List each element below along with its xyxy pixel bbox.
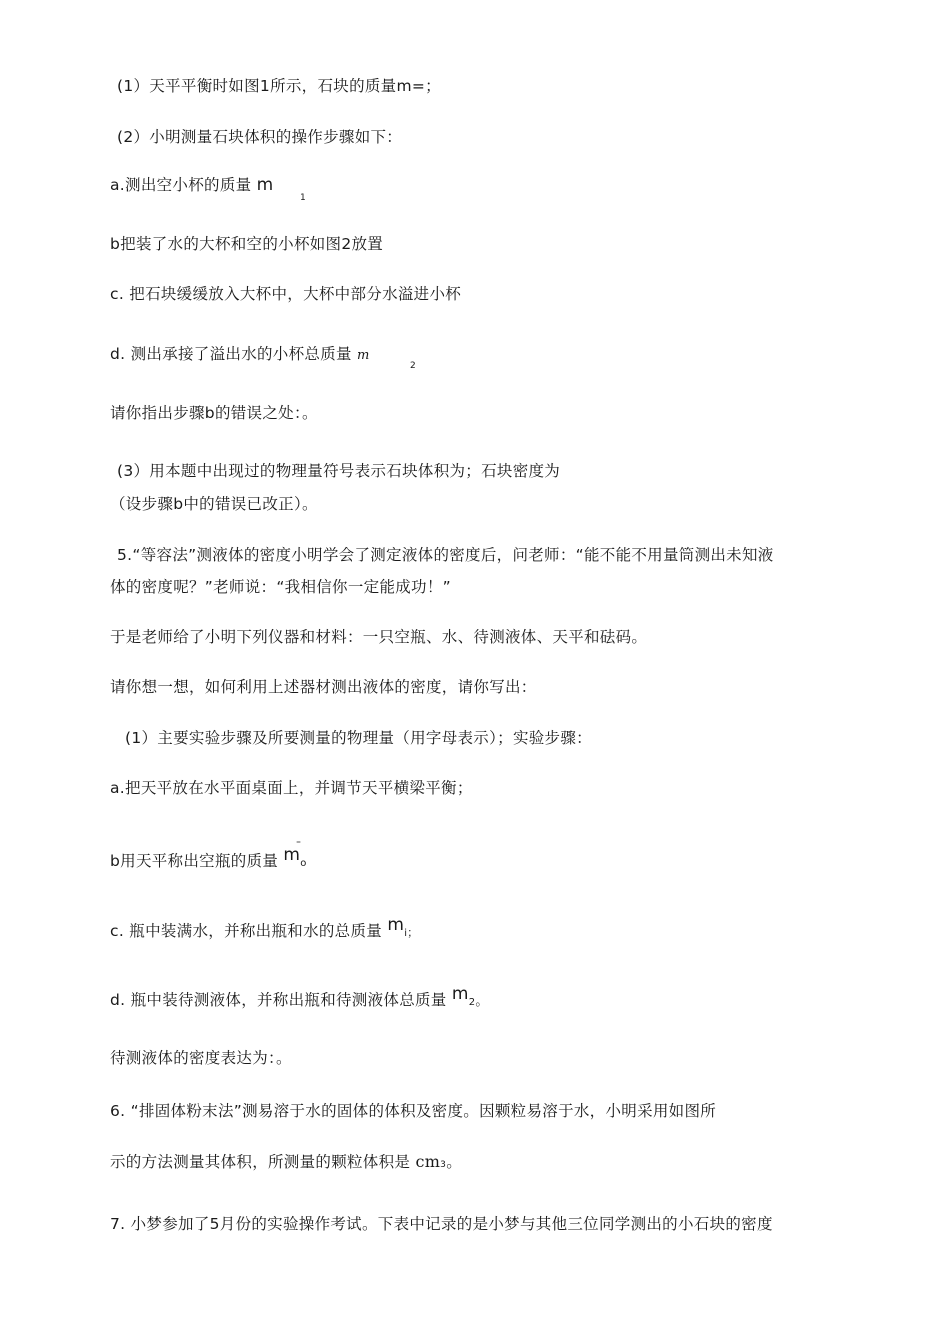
q6-line2-punct: 。 (446, 1153, 463, 1171)
q5-step-c-subscript: i (404, 928, 408, 939)
q5-intro-line2: 体的密度呢？”老师说：“我相信你一定能成功！” (110, 578, 451, 596)
q4-step-c: c. 把石块缓缓放入大杯中，大杯中部分水溢进小杯 (110, 285, 462, 303)
q5-step-d-text: d. 瓶中装待测液体，并称出瓶和待测液体总质量 (110, 991, 447, 1009)
q6-unit-superscript: 3 (440, 1160, 447, 1170)
q5-step-c-text: c. 瓶中装满水，并称出瓶和水的总质量 (110, 922, 383, 940)
q4-part3-note: （设步骤b中的错误已改正）。 (110, 495, 318, 513)
q5-part1: (1）主要实验步骤及所要测量的物理量（用字母表示）；实验步骤： (125, 729, 592, 747)
q5-step-b-subscript: o (300, 858, 307, 869)
q4-step-a-symbol: m (256, 175, 274, 195)
q5-step-d-symbol: m (451, 984, 469, 1004)
q5-step-c-symbol: m (387, 915, 405, 935)
q4-step-d (110, 344, 370, 366)
q4-part2: (2）小明测量石块体积的操作步骤如下： (117, 128, 403, 146)
q5-step-c (110, 915, 419, 944)
q5-step-a: a.把天平放在水平面桌面上，并调节天平横梁平衡； (110, 779, 473, 797)
q5-step-d-subscript: 2 (468, 997, 476, 1008)
q5-step-c-punct: ； (407, 926, 419, 939)
q5-step-b-text: b用天平称出空瓶的质量 (110, 852, 279, 870)
q6-unit: cm (415, 1152, 441, 1171)
q5-materials: 于是老师给了小明下列仪器和材料：一只空瓶、水、待测液体、天平和砝码。 (110, 628, 648, 646)
q6-line2-text: 示的方法测量其体积，所测量的颗粒体积是 (110, 1153, 411, 1171)
q5-step-d-punct: 。 (475, 994, 489, 1009)
q4-part3: (3）用本题中出现过的物理量符号表示石块体积为；石块密度为 (117, 462, 561, 480)
q5-intro-line1: 5.“等容法”测液体的密度小明学会了测定液体的密度后，问老师：“能不能不用量筒测出未知液 (117, 546, 774, 564)
q4-error-question: 请你指出步骤b的错误之处：。 (110, 404, 318, 422)
q5-density-expression: 待测液体的密度表达为：。 (110, 1049, 292, 1067)
q4-step-d-text: d. 测出承接了溢出水的小杯总质量 (110, 345, 352, 363)
q4-step-a-text: a.测出空小杯的质量 (110, 176, 252, 194)
q4-step-d-symbol: m (357, 348, 370, 363)
q4-step-a (110, 175, 274, 195)
q4-part1: (1）天平平衡时如图1所示，石块的质量m=； (117, 77, 441, 95)
q4-step-d-subscript: 2 (410, 361, 416, 371)
q5-step-b-symbol: m (283, 845, 301, 865)
q7-line1: 7. 小梦参加了5月份的实验操作考试。下表中记录的是小梦与其他三位同学测出的小石块的密度 (110, 1215, 773, 1233)
q5-step-b (110, 845, 307, 874)
q5-step-b-mark: = (296, 839, 302, 846)
q5-step-d (110, 984, 489, 1013)
q4-step-b: b把装了水的大杯和空的小杯如图2放置 (110, 235, 384, 253)
q4-step-a-subscript: 1 (300, 193, 306, 203)
q6-line1: 6. “排固体粉末法”测易溶于水的固体的体积及密度。因颗粒易溶于水，小明采用如图所 (110, 1102, 717, 1120)
q6-line2 (110, 1152, 462, 1175)
q5-prompt: 请你想一想，如何利用上述器材测出液体的密度，请你写出： (110, 678, 537, 696)
